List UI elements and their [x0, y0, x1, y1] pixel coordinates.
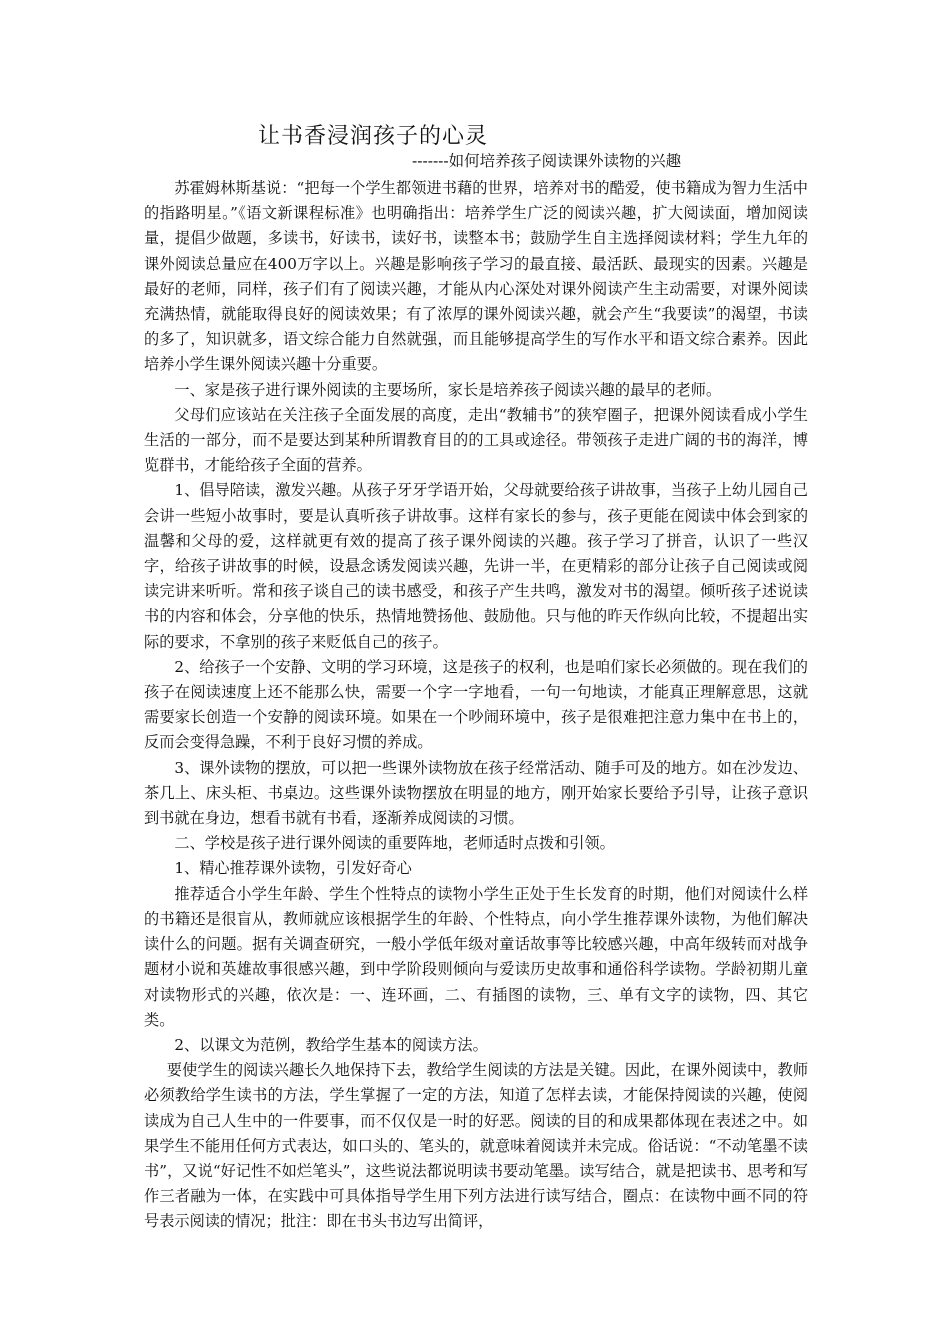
- document-title: 让书香浸润孩子的心灵: [258, 124, 489, 149]
- paragraph-section-1: 父母们应该站在关注孩子全面发展的高度，走出“教辅书”的狭窄圈子，把课外阅读看成小学生生活的一部分，而不是要达到某种所谓教育目的的工具或途径。带领孩子走进广阔的书的海洋，博览群书，才能给孩子全面的营养。: [144, 405, 808, 475]
- paragraph-item-1-2: 2、给孩子一个安静、文明的学习环境，这是孩子的权利，也是咱们家长必须做的。现在我们的孩子在阅读速度上还不能那么快，需要一个字一字地看，一句一句地读，才能真正理解意思，这就需要家长创造一个安静的阅读环境。如果在一个吵闹环境中，孩子是很难把注意力集中在书上的，反而会变得急躁，不利于良好习惯的养成。: [144, 657, 808, 752]
- heading-item-2-2: 2、以课文为范例，教给学生基本的阅读方法。: [174, 1035, 488, 1054]
- paragraph-item-1-1: 1、倡导陪读，激发兴趣。从孩子牙牙学语开始，父母就要给孩子讲故事，当孩子上幼儿园自己会讲一些短小故事时，要是认真听孩子讲故事。这样有家长的参与，孩子更能在阅读中体会到家的温馨和父母的爱，这样就更有效的提高了孩子课外阅读的兴趣。孩子学习了拼音，认识了一些汉字，给孩子讲故事的时候，设悬念诱发阅读兴趣，先讲一半，在更精彩的部分让孩子自己阅读或阅读完讲来听听。常和孩子谈自己的读书感受，和孩子产生共鸣，激发对书的渴望。倾听孩子述说读书的内容和体会，分享他的快乐，热情地赞扬他、鼓励他。只与他的昨天作纵向比较，不提超出实际的要求，不拿别的孩子来贬低自己的孩子。: [144, 481, 808, 651]
- document-subtitle: -------如何培养孩子阅读课外读物的兴趣: [412, 152, 682, 170]
- paragraph-item-2-1: 推荐适合小学生年龄、学生个性特点的读物小学生正处于生长发育的时期，他们对阅读什么样的书籍还是很盲从，教师就应该根据学生的年龄、个性特点，向小学生推荐课外读物，为他们解决读什么的问题。据有关调查研究，一般小学低年级对童话故事等比较感兴趣，中高年级转而对战争题材小说和英雄故事很感兴趣，到中学阶段则倾向与爱读历史故事和通俗科学读物。学龄初期儿童对读物形式的兴趣，依次是：一、连环画，二、有插图的读物，三、单有文字的读物，四、其它类。: [144, 884, 808, 1029]
- heading-section-1: 一、家是孩子进行课外阅读的主要场所，家长是培养孩子阅读兴趣的最早的老师。: [174, 380, 722, 399]
- heading-item-2-1: 1、精心推荐课外读物，引发好奇心: [174, 859, 412, 878]
- paragraph-intro: 苏霍姆林斯基说：“把每一个学生都领进书藉的世界，培养对书的酷爱，使书籍成为智力生活中的指路明星。”《语文新课程标准》也明确指出：培养学生广泛的阅读兴趣，扩大阅读面，增加阅读量，提倡少做题，多读书，好读书，读好书，读整本书；鼓励学生自主选择阅读材料；学生九年的课外阅读总量应在400万字以上。兴趣是影响孩子学习的最直接、最活跃、最现实的因素。兴趣是最好的老师，同样，孩子们有了阅读兴趣，才能从内心深处对课外阅读产生主动需要，对课外阅读充满热情，就能取得良好的阅读效果；有了浓厚的课外阅读兴趣，就会产生“我要读”的渴望，书读的多了，知识就多，语文综合能力自然就强，而且能够提高学生的写作水平和语文综合素养。因此培养小学生课外阅读兴趣十分重要。: [144, 179, 808, 374]
- paragraph-item-1-3: 3、课外读物的摆放，可以把一些课外读物放在孩子经常活动、随手可及的地方。如在沙发边、茶几上、床头柜、书桌边。这些课外读物摆放在明显的地方，刚开始家长要给予引导，让孩子意识到书就在身边，想看书就有书看，逐渐养成阅读的习惯。: [144, 758, 808, 828]
- heading-section-2: 二、学校是孩子进行课外阅读的重要阵地，老师适时点拨和引领。: [174, 834, 615, 853]
- document-body: [144, 176, 808, 1235]
- paragraph-item-2-2: 要使学生的阅读兴趣长久地保持下去，教给学生阅读的方法是关键。因此，在课外阅读中，教师必须教给学生读书的方法，学生掌握了一定的方法，知道了怎样去读，才能保持阅读的兴趣，使阅读成为自己人生中的一件要事，而不仅仅是一时的好恶。阅读的目的和成果都体现在表述之中。如果学生不能用任何方式表达，如口头的、笔头的，就意味着阅读并未完成。俗话说：“不动笔墨不读书”，又说“好记性不如烂笔头”，这些说法都说明读书要动笔墨。读写结合，就是把读书、思考和写作三者融为一体，在实践中可具体指导学生用下列方法进行读写结合，圈点：在读物中画不同的符号表示阅读的情况；批注：即在书头书边写出简评，: [144, 1061, 808, 1231]
